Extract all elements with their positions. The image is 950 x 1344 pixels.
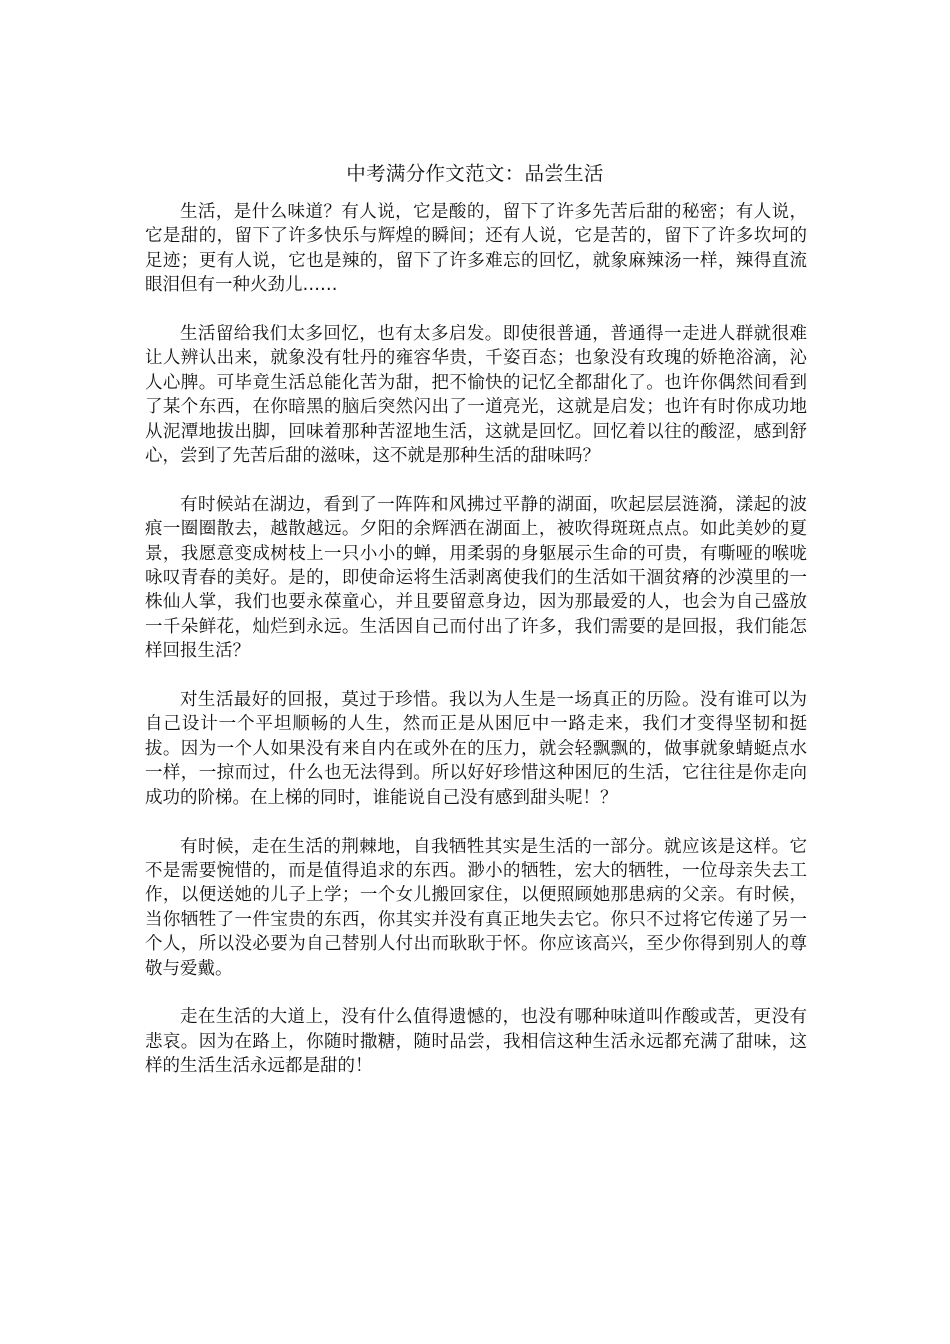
paragraph-2: 生活留给我们太多回忆，也有太多启发。即使很普通，普通得一走进人群就很难让人辨认出来，就象没有牡丹的雍容华贵，千姿百态；也象没有玫瑰的娇艳浴滴，沁人心脾。可毕竟生活总能化苦为甜，把不愉快的记忆全都甜化了。也许你偶然间看到了某个东西，在你暗黑的脑后突然闪出了一道亮光，这就是启发；也许有时你成功地从泥潭地拔出脚，回味着那种苦涩地生活，这就是回忆。回忆着以往的酸涩，感到舒心，尝到了先苦后甜的滋味，这不就是那种生活的甜味吗？ — [145, 324, 807, 467]
paragraph-4: 对生活最好的回报，莫过于珍惜。我以为人生是一场真正的历险。没有谁可以为自己设计一个平坦顺畅的人生，然而正是从困厄中一路走来，我们才变得坚韧和挺拔。因为一个人如果没有来自内在或外在的压力，就会轻飘飘的，做事就象蜻蜓点水一样，一掠而过，什么也无法得到。所以好好珍惜这种困厄的生活，它往往是你走向成功的阶梯。在上梯的同时，谁能说自己没有感到甜头呢！？ — [145, 690, 807, 808]
document-title: 中考满分作文范文：品尝生活 — [346, 162, 604, 185]
paragraph-5: 有时候，走在生活的荆棘地，自我牺牲其实是生活的一部分。就应该是这样。它不是需要惋惜的，而是值得追求的东西。渺小的牺牲，宏大的牺牲，一位母亲失去工作，以便送她的儿子上学；一个女儿搬回家住，以便照顾她那患病的父亲。有时候，当你牺牲了一件宝贵的东西，你其实并没有真正地失去它。你只不过将它传递了另一个人，所以没必要为自己替别人付出而耿耿于怀。你应该高兴，至少你得到别人的尊敬与爱戴。 — [145, 836, 807, 979]
paragraph-1: 生活，是什么味道？有人说，它是酸的，留下了许多先苦后甜的秘密；有人说，它是甜的，留下了许多快乐与辉煌的瞬间；还有人说，它是苦的，留下了许多坎坷的足迹；更有人说，它也是辣的，留下了许多难忘的回忆，就象麻辣汤一样，辣得直流眼泪但有一种火劲儿…… — [145, 202, 807, 296]
paragraph-6: 走在生活的大道上，没有什么值得遗憾的，也没有哪种味道叫作酸或苦，更没有悲哀。因为在路上，你随时撒糖，随时品尝，我相信这种生活永远都充满了甜味，这样的生活生活永远都是甜的！ — [145, 1007, 807, 1077]
document-body — [145, 200, 807, 1079]
paragraph-3: 有时候站在湖边，看到了一阵阵和风拂过平静的湖面，吹起层层涟漪，漾起的波痕一圈圈散去，越散越远。夕阳的余辉洒在湖面上，被吹得斑斑点点。如此美妙的夏景，我愿意变成树枝上一只小小的蝉，用柔弱的身躯展示生命的可贵，有嘶哑的喉咙咏叹青春的美好。是的，即使命运将生活剥离使我们的生活如干涸贫瘠的沙漠里的一株仙人掌，我们也要永葆童心，并且要留意身边，因为那最爱的人，也会为自己盛放一千朵鲜花，灿烂到永远。生活因自己而付出了许多，我们需要的是回报，我们能怎样回报生活？ — [145, 494, 807, 662]
